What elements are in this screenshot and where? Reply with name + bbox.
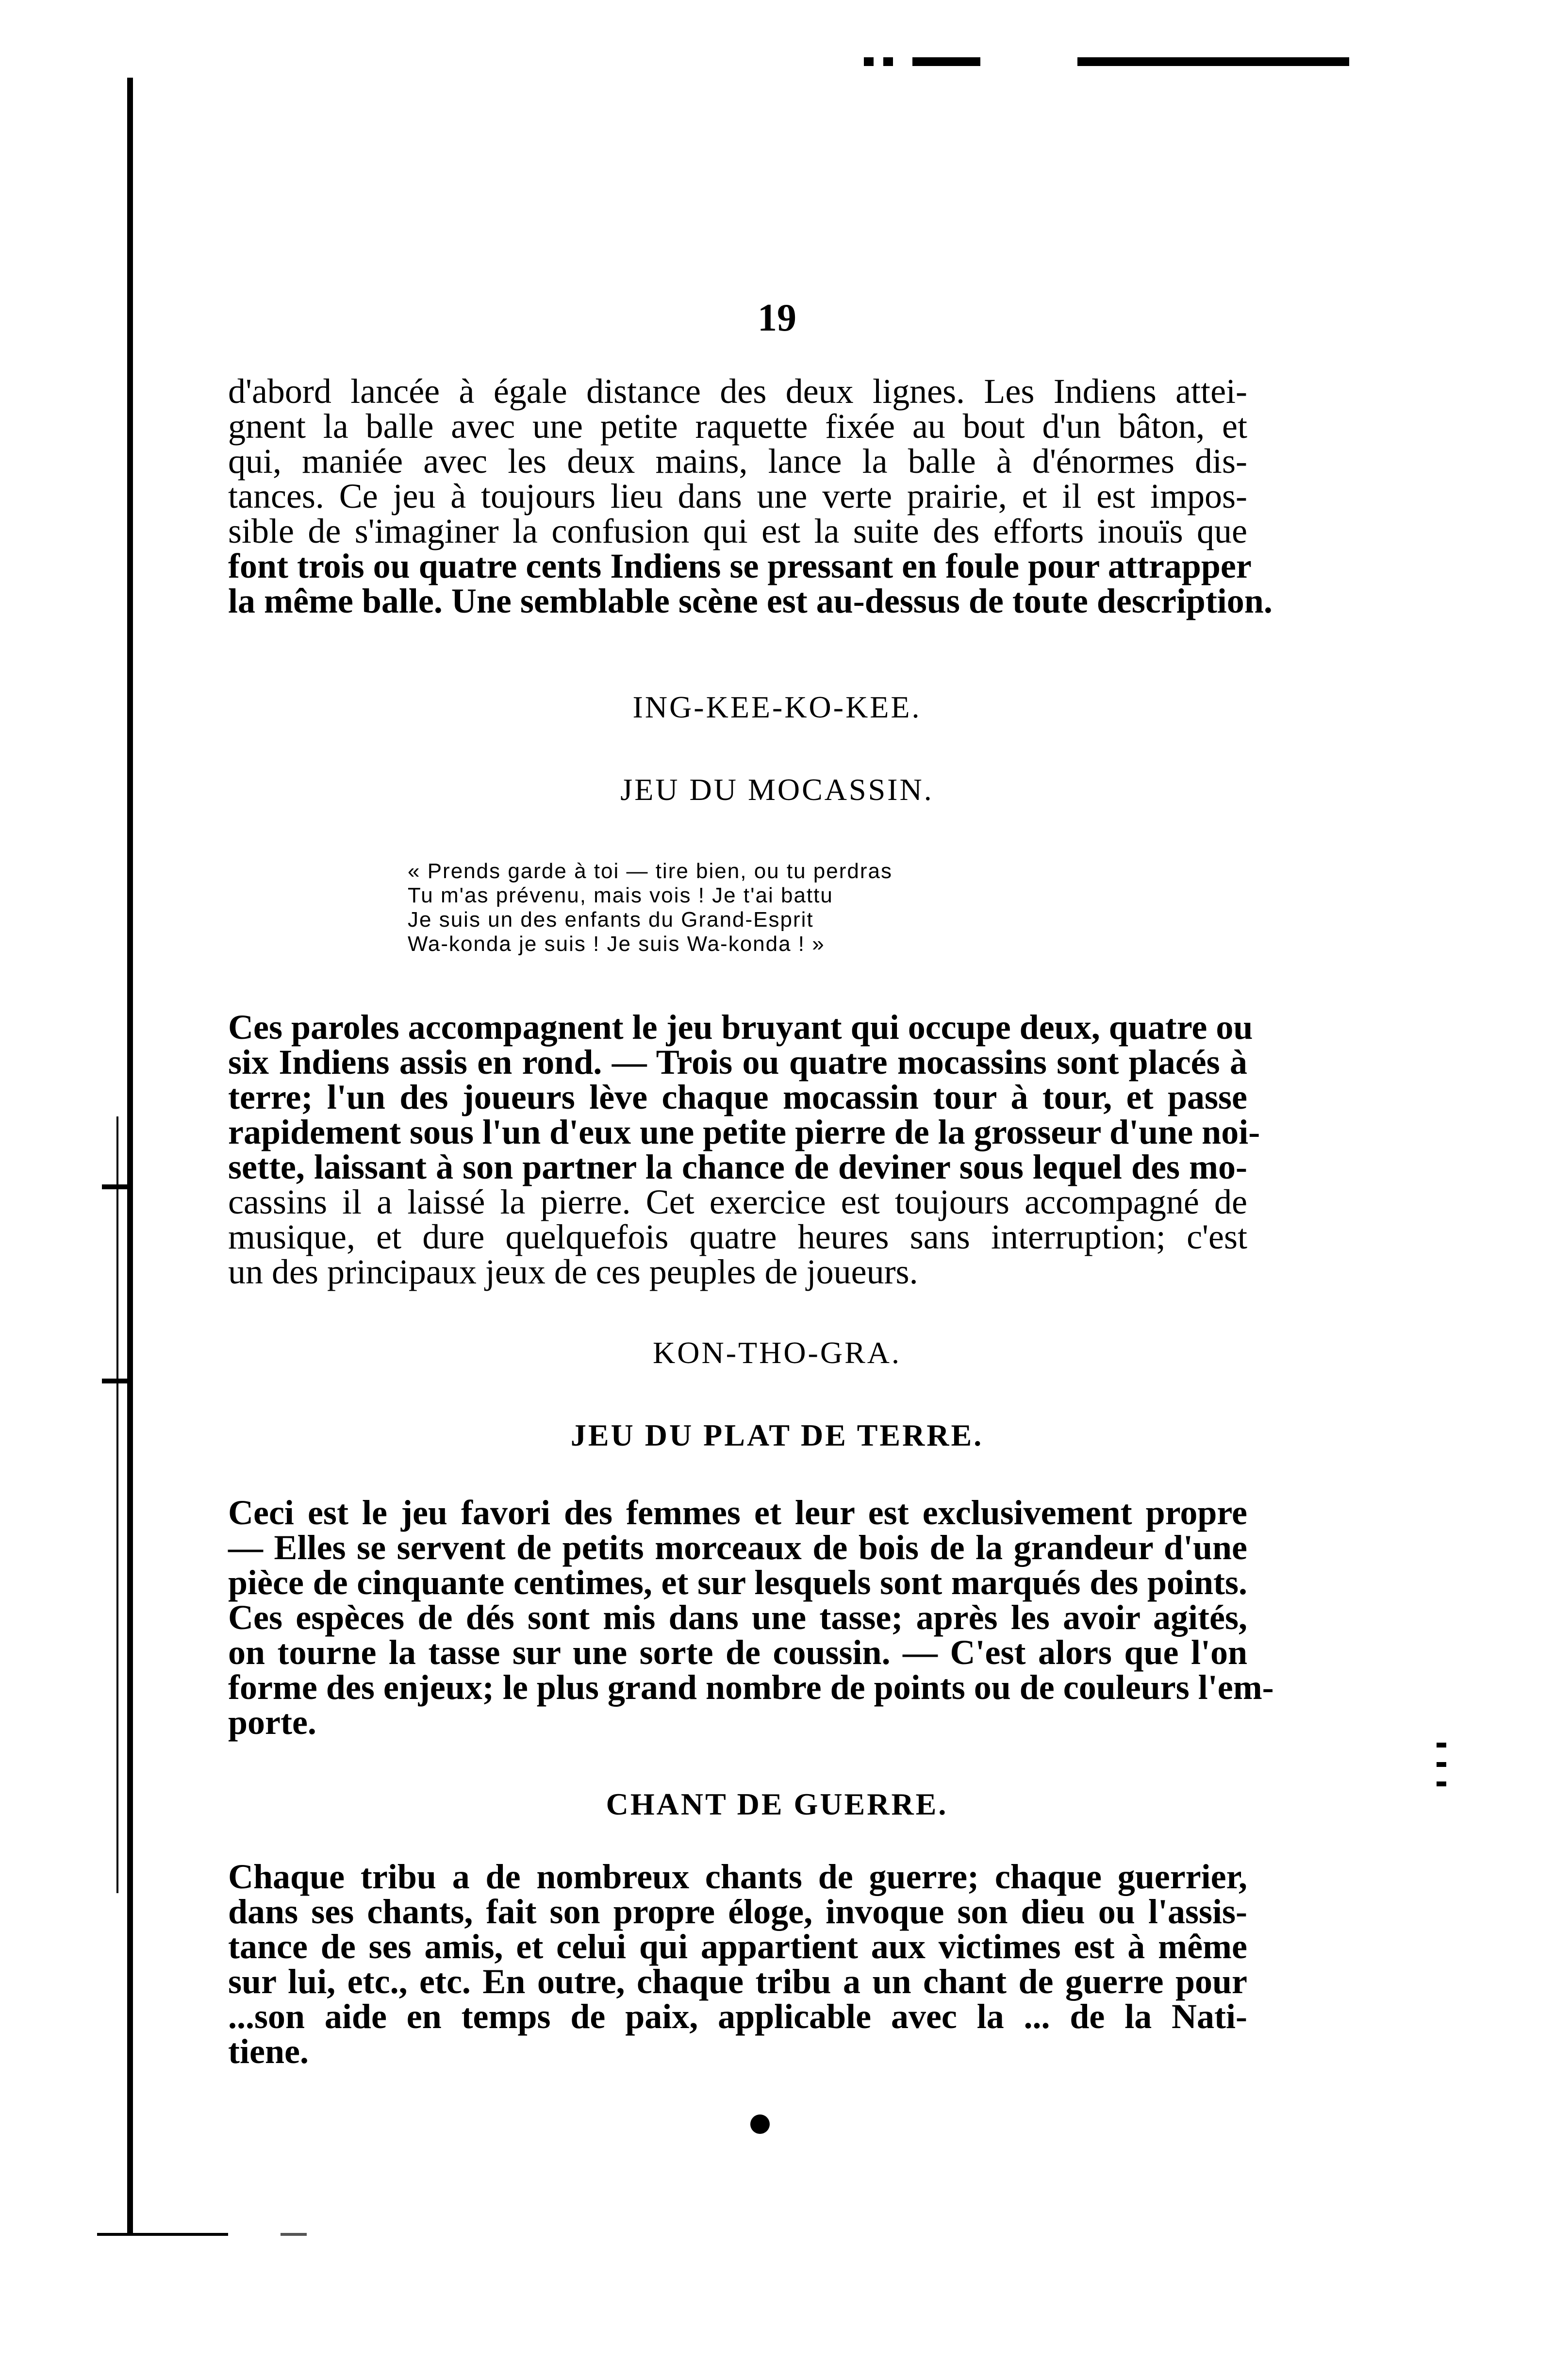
intro-line: qui, maniée avec les deux mains, lance la balle à d'énormes dis- [228, 442, 1247, 481]
verse-line: « Prends garde à toi — tire bien, ou tu perdras [408, 859, 893, 883]
section-title-ing-kee-ko-kee: ING-KEE-KO-KEE. [632, 690, 922, 724]
intro-line: la même balle. Une semblable scène est au-dessus de toute description. [228, 582, 1273, 620]
chant-line: tiene. [228, 2032, 309, 2071]
plat-line: on tourne la tasse sur une sorte de coussin. — C'est alors que l'on [228, 1633, 1247, 1672]
mocassin-line: cassins il a laissé la pierre. Cet exercice est toujours accompagné de [228, 1182, 1247, 1221]
plat-line: Ces espèces de dés sont mis dans une tasse; après les avoir agités, [228, 1598, 1247, 1637]
mocassin-line: rapidement sous l'un d'eux une petite pierre de la grosseur d'une noi- [228, 1113, 1260, 1151]
section-title-kon-tho-gra: KON-THO-GRA. [653, 1335, 901, 1370]
chant-line: ...son aide en temps de paix, applicable avec la ... de la Nati- [228, 1997, 1247, 2036]
intro-line: tances. Ce jeu à toujours lieu dans une verte prairie, et il est impos- [228, 477, 1247, 516]
chant-line: dans ses chants, fait son propre éloge, invoque son dieu ou l'assis- [228, 1892, 1247, 1931]
section-subtitle-jeu-du-plat-de-terre: JEU DU PLAT DE TERRE. [570, 1418, 984, 1452]
intro-line: gnent la balle avec une petite raquette fixée au bout d'un bâton, et [228, 407, 1247, 446]
section-title-chant-de-guerre: CHANT DE GUERRE. [606, 1787, 948, 1821]
binding-mark-upper [102, 1184, 131, 1189]
mocassin-line: terre; l'un des joueurs lève chaque mocassin tour à tour, et passe [228, 1078, 1247, 1116]
plat-line: porte. [228, 1703, 316, 1742]
right-margin-ticks [1437, 1743, 1446, 1786]
ornament-icon [750, 2114, 770, 2134]
plat-line: Ceci est le jeu favori des femmes et leur est exclusivement propre [228, 1493, 1247, 1532]
binding-edge-line [127, 78, 133, 2233]
binding-edge-thin-line [116, 1116, 118, 1893]
intro-paragraph [228, 372, 1273, 620]
mocassin-line: six Indiens assis en rond. — Trois ou quatre mocassins sont placés à [228, 1043, 1247, 1082]
verse-line: Wa-konda je suis ! Je suis Wa-konda ! » [408, 932, 825, 956]
verse-line: Je suis un des enfants du Grand-Esprit [408, 908, 814, 932]
verse-block [408, 859, 893, 956]
mocassin-line: un des principaux jeux de ces peuples de joueurs. [228, 1252, 918, 1291]
plat-line: — Elles se servent de petits morceaux de bois de la grandeur d'une [228, 1528, 1247, 1567]
plat-line: forme des enjeux; le plus grand nombre de points ou de couleurs l'em- [228, 1668, 1274, 1707]
plat-line: pièce de cinquante centimes, et sur lesquels sont marqués des points. [228, 1563, 1247, 1602]
page-number: 19 [758, 297, 796, 339]
mocassin-line: sette, laissant à son partner la chance de deviner sous lequel des mo- [228, 1148, 1247, 1186]
chant-line: Chaque tribu a de nombreux chants de guerre; chaque guerrier, [228, 1857, 1247, 1896]
top-scan-smudge [864, 57, 1349, 66]
verse-line: Tu m'as prévenu, mais vois ! Je t'ai battu [408, 883, 833, 907]
chant-de-guerre-paragraph [228, 1859, 1247, 2069]
section-subtitle-jeu-du-mocassin: JEU DU MOCASSIN. [620, 772, 934, 807]
intro-line: font trois ou quatre cents Indiens se pressant en foule pour attrapper [228, 547, 1252, 585]
chant-line: sur lui, etc., etc. En outre, chaque tribu a un chant de guerre pour [228, 1962, 1247, 2001]
intro-line: sible de s'imaginer la confusion qui est la suite des efforts inouïs que [228, 512, 1247, 550]
mocassin-line: Ces paroles accompagnent le jeu bruyant qui occupe deux, quatre ou [228, 1008, 1253, 1047]
binding-mark-lower [102, 1379, 131, 1383]
mocassin-paragraph [228, 1008, 1260, 1291]
bottom-scan-edge [97, 2233, 1407, 2236]
mocassin-line: musique, et dure quelquefois quatre heures sans interruption; c'est [228, 1217, 1247, 1256]
chant-line: tance de ses amis, et celui qui appartient aux victimes est à même [228, 1927, 1247, 1966]
plat-de-terre-paragraph [228, 1493, 1274, 1742]
intro-line: d'abord lancée à égale distance des deux lignes. Les Indiens attei- [228, 372, 1247, 411]
